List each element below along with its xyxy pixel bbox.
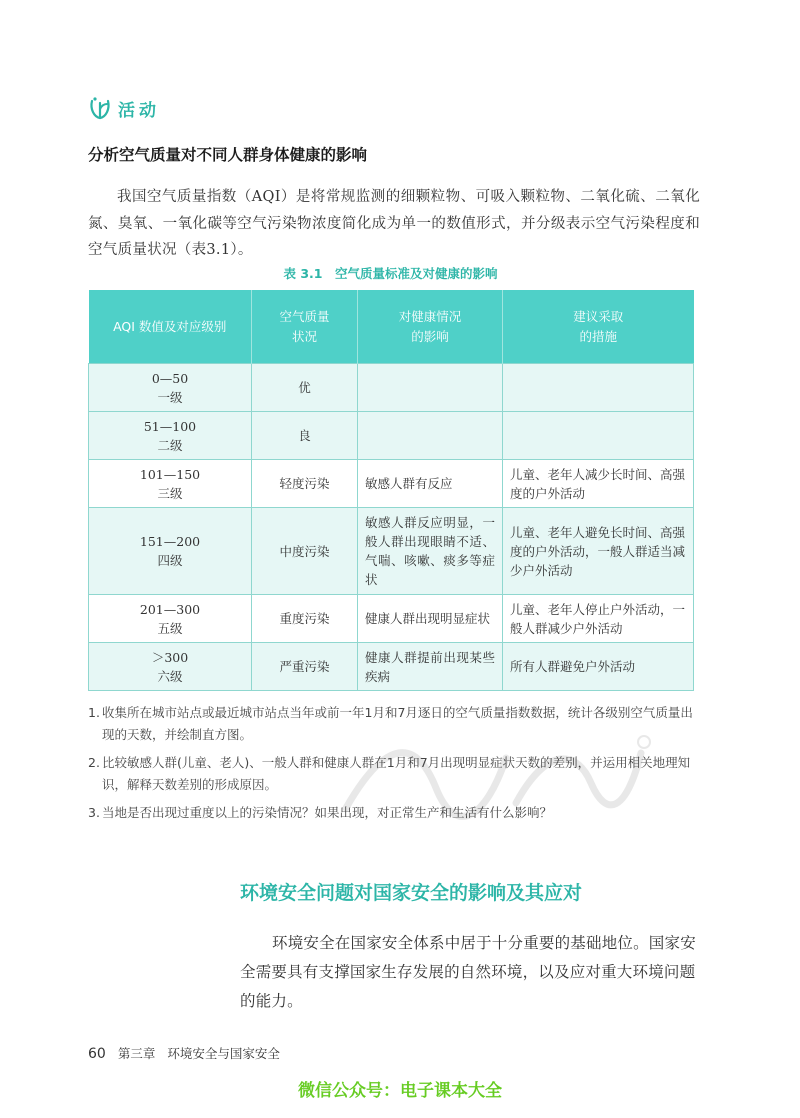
question-text: 当地是否出现过重度以上的污染情况？如果出现，对正常生产和生活有什么影响？	[102, 805, 553, 820]
cell-status: 轻度污染	[252, 460, 358, 508]
question-number: 1.	[88, 705, 100, 720]
cell-advice	[503, 412, 694, 460]
table-row	[89, 508, 694, 595]
question-item	[88, 752, 704, 796]
question-item	[88, 702, 704, 746]
cell-effect: 敏感人群有反应	[358, 460, 503, 508]
cell-status: 中度污染	[252, 508, 358, 595]
cell-status: 严重污染	[252, 643, 358, 691]
activity-label: 活动	[118, 100, 160, 121]
question-list	[88, 702, 704, 830]
cell-effect: 健康人群出现明显症状	[358, 595, 503, 643]
header-advice: 建议采取 的措施	[503, 290, 694, 364]
question-number: 2.	[88, 755, 100, 770]
question-text: 收集所在城市站点或最近城市站点当年或前一年1月和7月逐日的空气质量指数数据，统计各级别空气质量出现的天数，并绘制直方图。	[102, 705, 693, 742]
cell-effect: 健康人群提前出现某些疾病	[358, 643, 503, 691]
cell-effect	[358, 412, 503, 460]
cell-advice	[503, 364, 694, 412]
section-title: 分析空气质量对不同人群身体健康的影响	[88, 146, 368, 164]
header-aqi: AQI 数值及对应级别	[89, 290, 252, 364]
activity-header	[88, 93, 160, 123]
table-header-row	[89, 290, 694, 364]
question-item	[88, 802, 704, 824]
intro-paragraph: 我国空气质量指数（AQI）是将常规监测的细颗粒物、可吸入颗粒物、二氧化硫、二氧化氮、臭氧、一氧化碳等空气污染物浓度简化成为单一的数值形式，并分级表示空气污染程度和空气质量状况（表3.1）。	[88, 189, 700, 258]
table-caption: 表 3.1 空气质量标准及对健康的影响	[283, 266, 498, 281]
cell-advice: 儿童、老年人减少长时间、高强度的户外活动	[503, 460, 694, 508]
body-paragraph: 环境安全在国家安全体系中居于十分重要的基础地位。国家安全需要具有支撑国家生存发展的自然环境，以及应对重大环境问题的能力。	[240, 934, 696, 1010]
page-footer	[88, 1044, 280, 1062]
cell-advice: 所有人群避免户外活动	[503, 643, 694, 691]
section-heading: 环境安全问题对国家安全的影响及其应对	[240, 882, 583, 904]
cell-range: ＞300 六级	[89, 643, 252, 691]
cell-range: 151—200 四级	[89, 508, 252, 595]
activity-leaf-icon	[88, 95, 112, 121]
table-row	[89, 412, 694, 460]
chapter-number: 第三章	[117, 1046, 156, 1061]
question-text: 比较敏感人群(儿童、老人)、一般人群和健康人群在1月和7月出现明显症状天数的差别，并运用相关地理知识，解释天数差别的形成原因。	[102, 755, 691, 792]
cell-range: 0—50 一级	[89, 364, 252, 412]
header-effect: 对健康情况 的影响	[358, 290, 503, 364]
chapter-title: 环境安全与国家安全	[167, 1046, 280, 1061]
cell-status: 良	[252, 412, 358, 460]
table-row	[89, 595, 694, 643]
cell-effect: 敏感人群反应明显，一般人群出现眼睛不适、气喘、咳嗽、痰多等症状	[358, 508, 503, 595]
cell-advice: 儿童、老年人停止户外活动，一般人群减少户外活动	[503, 595, 694, 643]
table-row	[89, 460, 694, 508]
cell-status: 优	[252, 364, 358, 412]
cell-advice: 儿童、老年人避免长时间、高强度的户外活动，一般人群适当减少户外活动	[503, 508, 694, 595]
cell-effect	[358, 364, 503, 412]
header-status: 空气质量 状况	[252, 290, 358, 364]
question-number: 3.	[88, 805, 100, 820]
cell-status: 重度污染	[252, 595, 358, 643]
cell-range: 51—100 二级	[89, 412, 252, 460]
cell-range: 201—300 五级	[89, 595, 252, 643]
table-row	[89, 643, 694, 691]
aqi-table	[88, 290, 694, 691]
table-row	[89, 364, 694, 412]
page-number: 60	[88, 1046, 106, 1062]
footer-watermark: 微信公众号：电子课本大全	[298, 1081, 502, 1101]
cell-range: 101—150 三级	[89, 460, 252, 508]
